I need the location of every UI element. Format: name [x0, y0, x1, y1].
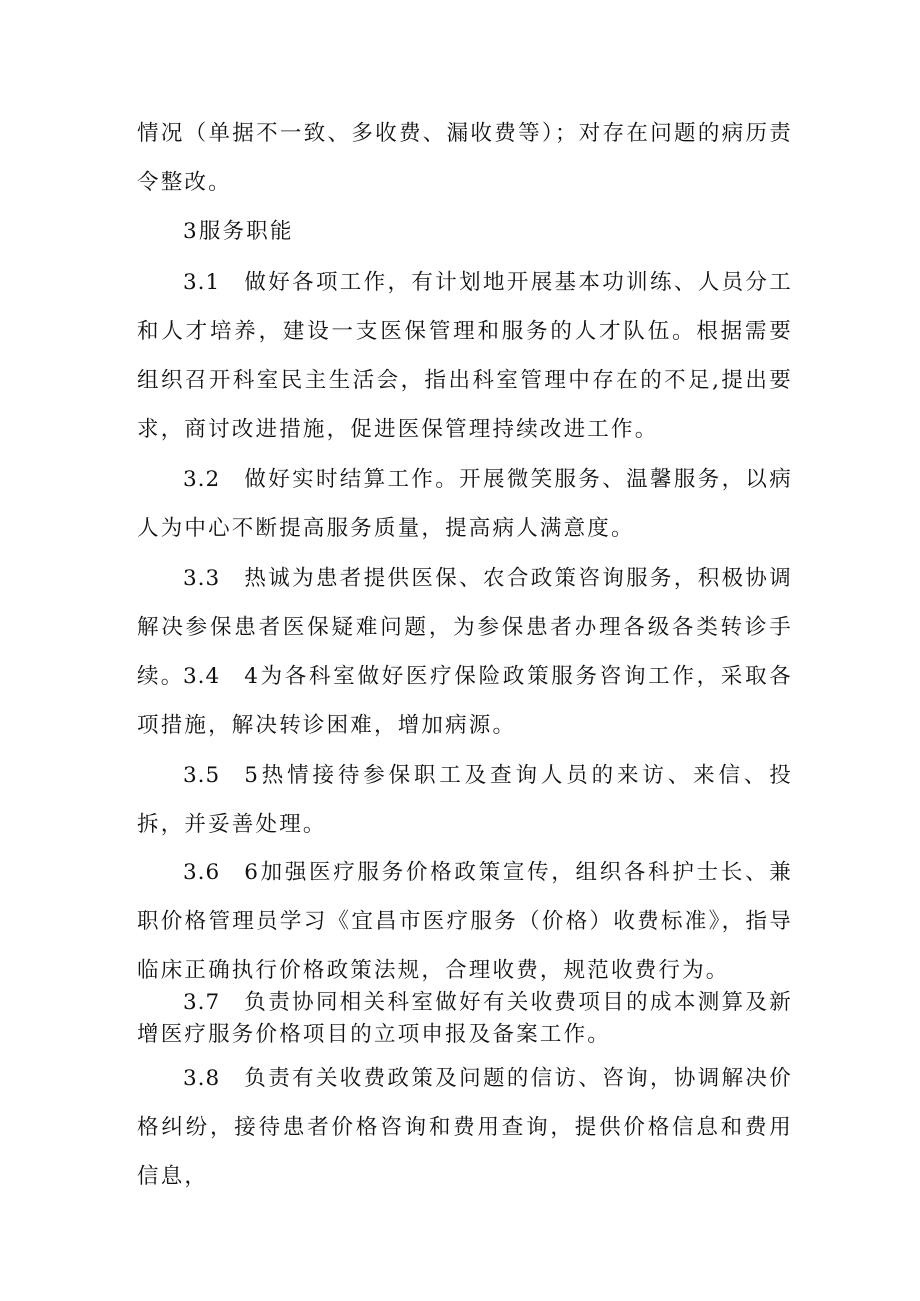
- item-paragraph-3-1: [137, 258, 793, 454]
- item-paragraph-3-8: [137, 1054, 793, 1201]
- item-number: 3.8: [183, 1066, 221, 1091]
- item-text: 6加强医疗服务价格政策宣传，组织各科护士长、兼职价格管理员学习《宜昌市医疗服务（价格）收费标准》，指导临床正确执行价格政策法规，合理收费，规范收费行为。: [137, 860, 793, 983]
- item-text: 负责协同相关科室做好有关收费项目的成本测算及新增医疗服务价格项目的立项申报及备案工作。: [137, 990, 793, 1047]
- item-number: 3.6: [183, 860, 221, 885]
- item-number: 3.1: [183, 270, 221, 295]
- item-number: 3.4: [183, 664, 221, 689]
- continuation-paragraph: [137, 109, 793, 207]
- item-paragraph-3-6: [137, 848, 793, 995]
- item-text: 4为各科室做好医疗保险政策服务咨询工作，采取各项措施，解决转诊困难，增加病源。: [137, 664, 793, 738]
- item-paragraph-3-7: [137, 987, 793, 1051]
- item-number: 3.2: [183, 467, 221, 492]
- item-number: 3.3: [183, 566, 221, 591]
- item-text: 做好各项工作，有计划地开展基本功训练、人员分工和人才培养，建设一支医保管理和服务的人才队伍。根据需要组织召开科室民主生活会，指出科室管理中存在的不足,提出要求，商讨改进措施，促进医保管理持续改进工作。: [137, 270, 793, 442]
- item-paragraph-3-5: [137, 751, 793, 849]
- section-title: 3服务职能: [183, 219, 294, 244]
- item-text: 热诚为患者提供医保、农合政策咨询服务，积极协调解决参保患者医保疑难问题，为参保患者办理各级各类转诊手续。: [137, 566, 793, 689]
- item-text: 5热情接待参保职工及查询人员的来访、来信、投拆，并妥善处理。: [137, 763, 793, 837]
- item-text: 做好实时结算工作。开展微笑服务、温馨服务，以病人为中心不断提高服务质量，提高病人满意度。: [137, 467, 793, 541]
- item-number: 3.5: [183, 763, 221, 788]
- item-number: 3.7: [183, 990, 221, 1015]
- continuation-text: 情况（单据不一致、多收费、漏收费等）；对存在问题的病历责令整改。: [137, 121, 793, 195]
- item-paragraph-3-4: [137, 652, 793, 750]
- item-paragraph-3-2: [137, 455, 793, 553]
- section-heading: [183, 207, 294, 256]
- item-text: 负责有关收费政策及问题的信访、咨询，协调解决价格纠纷，接待患者价格咨询和费用查询，提供价格信息和费用信息，: [137, 1066, 793, 1189]
